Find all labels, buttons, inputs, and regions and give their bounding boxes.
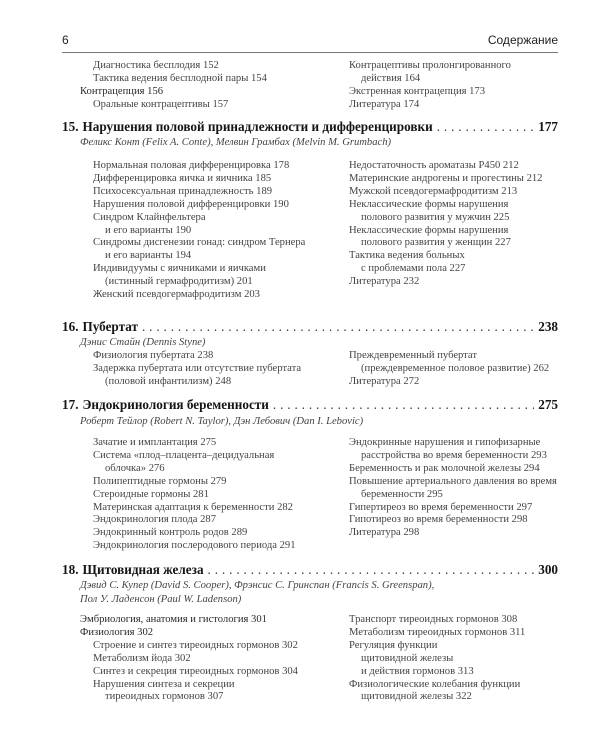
toc-entry[interactable]: действия 164: [361, 72, 421, 84]
chapter-heading[interactable]: [62, 397, 558, 413]
header-rule: [62, 52, 558, 53]
toc-entry[interactable]: щитовидной железы 322: [361, 691, 472, 703]
toc-entry[interactable]: Гипотиреоз во время беременности 298: [349, 514, 528, 526]
toc-entry[interactable]: Женский псевдогермафродитизм 203: [93, 289, 260, 300]
toc-entry[interactable]: Недостаточность ароматазы P450 212: [349, 160, 519, 171]
toc-entry[interactable]: Метаболизм йода 302: [93, 652, 191, 664]
toc-entry[interactable]: Индивидуумы с яичниками и яичками: [93, 263, 266, 275]
chapter-authors: Роберт Тейлор (Robert N. Taylor), Дэн Лебович (Dan I. Lebovic): [80, 416, 364, 427]
chapter-number: 18.: [62, 562, 79, 577]
chapter-number: 17.: [62, 397, 79, 412]
chapter-heading[interactable]: [62, 119, 558, 135]
toc-entry[interactable]: Синдром Клайнфельтера: [93, 211, 206, 223]
chapter-number: 15.: [62, 119, 79, 134]
toc-entry[interactable]: Регуляция функции: [349, 639, 438, 651]
toc-entry[interactable]: Экстренная контрацепция 173: [349, 85, 486, 97]
toc-entry[interactable]: Психосексуальная принадлежность 189: [93, 185, 273, 197]
toc-entry[interactable]: Неклассические формы нарушения: [349, 224, 509, 236]
toc-entry[interactable]: Зачатие и имплантация 275: [93, 437, 217, 448]
toc-entry[interactable]: Полипептидные гормоны 279: [93, 475, 227, 487]
toc-entry[interactable]: Синдромы дисгенезии гонад: синдром Тернера: [93, 237, 306, 249]
chapter-title: Щитовидная железа: [82, 562, 204, 577]
toc-entry[interactable]: Литература 272: [349, 375, 420, 387]
chapter-authors: Дэвид С. Купер (David S. Cooper), Фрэнсис С. Гринспан (Francis S. Greenspan),: [80, 580, 435, 591]
toc-entry[interactable]: Нормальная половая дифференцировка 178: [93, 160, 290, 171]
chapter-authors: Феликс Конт (Felix A. Conte), Мелвин Грамбах (Melvin M. Grumbach): [80, 137, 392, 148]
toc-entry[interactable]: Физиология пубертата 238: [93, 350, 214, 361]
toc-entry[interactable]: полового развития у женщин 227: [361, 237, 511, 249]
toc-entry[interactable]: Литература 232: [349, 276, 420, 288]
toc-entry[interactable]: Диагностика бесплодия 152: [93, 60, 219, 71]
chapter-authors: Дэнис Стайн (Dennis Styne): [80, 337, 206, 348]
toc-entry[interactable]: Литература 174: [349, 98, 420, 110]
toc-entry[interactable]: и его варианты 194: [105, 250, 192, 262]
toc-entry[interactable]: щитовидной железы: [361, 652, 454, 664]
toc-entry[interactable]: Литература 298: [349, 527, 420, 539]
dot-leader: [273, 397, 534, 413]
toc-entry[interactable]: Физиология 302: [80, 626, 154, 638]
toc-entry[interactable]: Материнская адаптация к беременности 282: [93, 501, 293, 513]
toc-entry[interactable]: Нарушения синтеза и секреции: [93, 678, 235, 690]
chapter-heading[interactable]: [62, 319, 558, 335]
toc-entry[interactable]: (истинный гермафродитизм) 201: [105, 276, 253, 288]
toc-entry[interactable]: Контрацепция 156: [80, 85, 164, 97]
toc-entry[interactable]: Задержка пубертата или отсутствие пубертата: [93, 362, 302, 374]
toc-entry[interactable]: Повышение артериального давления во время: [349, 475, 557, 487]
toc-entry[interactable]: облочка» 276: [105, 462, 165, 474]
toc-entry[interactable]: Дифференцировка яичка и яичника 185: [93, 172, 272, 184]
toc-entry[interactable]: Метаболизм тиреоидных гормонов 311: [349, 626, 526, 638]
toc-entry[interactable]: Эндокринология плода 287: [93, 514, 216, 526]
toc-entry[interactable]: с проблемами пола 227: [361, 263, 466, 275]
toc-entry[interactable]: Транспорт тиреоидных гормонов 308: [349, 614, 518, 625]
chapter-page: 275: [538, 397, 558, 412]
dot-leader: [142, 319, 534, 335]
toc-entry[interactable]: (преждевременное половое развитие) 262: [361, 362, 550, 374]
toc-entry[interactable]: (половой инфантилизм) 248: [105, 375, 232, 387]
toc-entry[interactable]: и его варианты 190: [105, 224, 192, 236]
toc-entry[interactable]: полового развития у мужчин 225: [361, 211, 510, 223]
toc-entry[interactable]: Синтез и секреция тиреоидных гормонов 304: [93, 665, 298, 677]
toc-entry[interactable]: Преждевременный пубертат: [349, 350, 477, 361]
toc-entry[interactable]: Стероидные гормоны 281: [93, 488, 209, 500]
toc-entry[interactable]: тиреоидных гормонов 307: [105, 691, 224, 703]
chapter-authors: Пол У. Ладенсон (Paul W. Ladenson): [80, 594, 242, 605]
toc-entry[interactable]: расстройства во время беременности 293: [361, 449, 547, 461]
toc-entry[interactable]: Эмбриология, анатомия и гистология 301: [80, 614, 267, 625]
chapter-page: 238: [538, 319, 558, 334]
toc-entry[interactable]: Нарушения половой дифференцировки 190: [93, 198, 289, 210]
toc-entry[interactable]: Эндокринология послеродового периода 291: [93, 540, 296, 552]
toc-entry[interactable]: Беременность и рак молочной железы 294: [349, 462, 540, 474]
toc-entry[interactable]: Физиологические колебания функции: [349, 678, 521, 690]
dot-leader: [208, 562, 535, 578]
toc-entry[interactable]: беременности 295: [361, 488, 443, 500]
toc-entry[interactable]: Тактика ведения бесплодной пары 154: [93, 72, 267, 84]
toc-entry[interactable]: Контрацептивы пролонгированного: [349, 60, 511, 71]
chapter-title: Пубертат: [82, 319, 138, 334]
toc-entry[interactable]: Эндокринный контроль родов 289: [93, 527, 248, 539]
toc-entry[interactable]: Эндокринные нарушения и гипофизарные: [349, 437, 541, 448]
toc-entry[interactable]: Тактика ведения больных: [349, 250, 465, 262]
toc-entry[interactable]: Система «плод–плацента–децидуальная: [93, 449, 275, 461]
toc-entry[interactable]: и действия гормонов 313: [361, 665, 474, 677]
chapter-number: 16.: [62, 319, 79, 334]
toc-entry[interactable]: Оральные контрацептивы 157: [93, 98, 229, 110]
chapter-heading[interactable]: [62, 562, 558, 578]
toc-entry[interactable]: Строение и синтез тиреоидных гормонов 302: [93, 639, 298, 651]
running-title: Содержание: [487, 33, 558, 47]
toc-entry[interactable]: Мужской псевдогермафродитизм 213: [349, 185, 518, 197]
chapter-title: Эндокринология беременности: [82, 397, 269, 412]
chapter-page: 177: [538, 119, 558, 134]
chapter-page: 300: [538, 562, 558, 577]
dot-leader: [437, 119, 535, 135]
toc-entry[interactable]: Материнские андрогены и прогестины 212: [349, 172, 543, 184]
chapter-title: Нарушения половой принадлежности и дифференцировки: [82, 119, 433, 134]
page-number: 6: [62, 33, 69, 47]
toc-entry[interactable]: Неклассические формы нарушения: [349, 198, 509, 210]
toc-entry[interactable]: Гипертиреоз во время беременности 297: [349, 501, 533, 513]
